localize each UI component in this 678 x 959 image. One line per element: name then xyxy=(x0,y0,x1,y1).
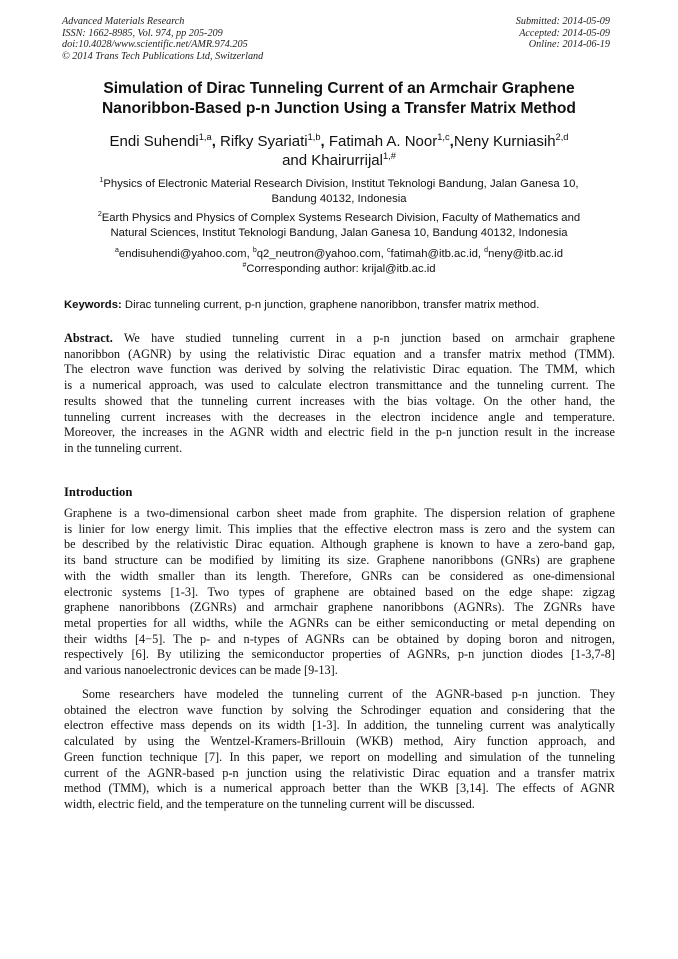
paragraph-line: is linier for low energy limit. This implies that the effective electron mass is zero and the system can xyxy=(64,521,615,536)
accepted-date: Accepted: 2014-05-09 xyxy=(519,27,610,39)
abstract-text: We have studied tunneling current in a p-n junction based on armchair graphene xyxy=(112,331,615,345)
paragraph-line: respectively [6]. By utilizing the semiconductor properties of AGNRs, p-n junction diodes [1-3,7-8] xyxy=(64,647,615,662)
author-line xyxy=(40,151,638,170)
email-link[interactable]: q2_neutron@yahoo.com, xyxy=(256,248,384,260)
author-sup: 1,a xyxy=(198,132,212,142)
email-link[interactable]: fatimah@itb.ac.id, xyxy=(390,248,482,260)
journal-copyright: © 2014 Trans Tech Publications Ltd, Switzerland xyxy=(62,50,264,62)
paragraph-line: Some researchers have modeled the tunneling current of the AGNR-based p-n junction. They xyxy=(82,687,615,701)
affiliation-1 xyxy=(50,177,628,207)
author-list xyxy=(40,132,638,170)
keywords-label: Keywords: xyxy=(64,299,122,311)
affiliation-sup: 1 xyxy=(99,177,104,185)
abstract-line xyxy=(64,331,615,347)
email-sup: # xyxy=(242,262,247,270)
paragraph-line: their widths [4−5]. The p- and n-types of AGNRs can be obtained by doping boron and nitrogen, xyxy=(64,631,615,646)
paragraph-line: graphene nanoribbons (ZGNRs) and armchair graphene nanoribbons (AGNRs). The ZGNRs have xyxy=(64,600,615,615)
corresponding-author-line xyxy=(50,262,628,277)
affiliation-2 xyxy=(50,211,628,241)
author-separator: , xyxy=(320,133,325,150)
affiliation-text: Physics of Electronic Material Research Division, Institut Teknologi Bandung, Jalan Ganesa 10, xyxy=(103,178,579,190)
journal-name: Advanced Materials Research xyxy=(62,16,185,27)
author-name: Rifky Syariati xyxy=(220,133,308,150)
corresponding-author[interactable]: Corresponding author: krijal@itb.ac.id xyxy=(246,263,436,275)
section-heading-introduction: Introduction xyxy=(64,485,133,499)
abstract-line: is a numerical approach, was used to calculate electron transmittance and the tunneling current. The xyxy=(64,378,615,393)
abstract-line: The electron wave function was derived by solving the relativistic Dirac equation. The TMM, which xyxy=(64,362,615,377)
paragraph-line: current of the AGNR-based p-n junction using the relativistic Dirac equation and a transfer matrix xyxy=(64,765,615,780)
author-name: Endi Suhendi xyxy=(109,133,199,150)
email-line xyxy=(50,247,628,262)
author-name: Neny Kurniasih xyxy=(453,133,556,150)
affiliation-line xyxy=(50,211,628,226)
affiliation-sup: 2 xyxy=(97,211,102,219)
affiliation-text: Earth Physics and Physics of Complex Systems Research Division, Faculty of Mathematics and xyxy=(101,212,581,224)
email-sup: a xyxy=(115,247,119,255)
online-date: Online: 2014-06-19 xyxy=(528,39,610,51)
abstract xyxy=(64,331,615,457)
paper-title xyxy=(40,79,638,119)
affiliation-line: Natural Sciences, Institut Teknologi Bandung, Jalan Ganesa 10, Bandung 40132, Indonesia xyxy=(110,227,568,239)
author-emails xyxy=(50,247,628,277)
email-sup: b xyxy=(252,247,257,255)
author-conjunction: and xyxy=(282,152,312,169)
paragraph-line: be described by the relativistic Dirac equation. Although graphene is known to have a zero-band gap, xyxy=(64,537,615,552)
email-sup: d xyxy=(484,247,489,255)
journal-issn: ISSN: 1662-8985, Vol. 974, pp 205-209 xyxy=(62,27,223,39)
author-sup: 2,d xyxy=(555,132,569,142)
paragraph-line: metal properties for all widths, while the AGNRs can be either semiconducting or metal depending on xyxy=(64,615,615,630)
keywords-text: Dirac tunneling current, p-n junction, graphene nanoribbon, transfer matrix method. xyxy=(121,299,540,311)
paragraph-line: method (TMM), which is a numerical approach better than the WKB [3,14]. The effects of AGNR xyxy=(64,781,615,796)
paragraph-line: width, electric field, and the temperature on the tunneling current will be discussed. xyxy=(64,796,475,811)
abstract-line: in the tunneling current. xyxy=(64,440,183,455)
title-line: Simulation of Dirac Tunneling Current of an Armchair Graphene xyxy=(103,80,575,97)
author-line xyxy=(40,132,638,151)
abstract-line: results showed that the tunneling current increases with the bias voltage. On the other hand, the xyxy=(64,393,615,408)
abstract-line: nanoribbon (AGNR) by using the relativistic Dirac equation and a transfer matrix method (TMM). xyxy=(64,346,615,361)
author-separator: , xyxy=(449,133,454,150)
journal-info xyxy=(62,16,263,62)
submitted-date: Submitted: 2014-05-09 xyxy=(515,16,610,27)
affiliation-line: Bandung 40132, Indonesia xyxy=(271,193,407,205)
affiliation-line xyxy=(50,177,628,192)
paragraph-line: electronic systems [1-3]. Two types of graphene are obtained based on the edge shape: zigzag xyxy=(64,584,615,599)
title-line: Nanoribbon-Based p-n Junction Using a Transfer Matrix Method xyxy=(102,100,576,117)
paragraph-line: calculated by using the Wentzel-Kramers-Brillouin (WKB) method, Airy function approach, and xyxy=(64,734,615,749)
author-name: Khairurrijal xyxy=(311,152,383,169)
paragraph-line: Green function technique [7]. In this paper, we report on modelling and simulation of the tunneling xyxy=(64,749,615,764)
author-sup: 1,# xyxy=(382,151,396,161)
introduction-paragraph-2 xyxy=(64,687,615,813)
author-name: Fatimah A. Noor xyxy=(328,133,438,150)
paragraph-line: electron effective mass depends on its width [1-3]. In addition, the tunneling current was analytically xyxy=(64,718,615,733)
paragraph-line: Graphene is a two-dimensional carbon sheet made from graphite. The dispersion relation of graphene xyxy=(64,506,615,520)
author-sup: 1,c xyxy=(437,132,450,142)
email-link[interactable]: endisuhendi@yahoo.com, xyxy=(118,248,250,260)
publication-dates xyxy=(516,16,610,51)
keywords xyxy=(64,298,616,312)
email-link[interactable]: neny@itb.ac.id xyxy=(488,248,563,260)
paragraph-line: and various nanoelectronic devices can be made [9-13]. xyxy=(64,663,338,678)
introduction-paragraph-1 xyxy=(64,506,615,679)
abstract-label: Abstract. xyxy=(64,331,113,345)
paragraph-line: obtained the electron wave function by solving the Schrodinger equation and considering that the xyxy=(64,702,615,717)
paragraph-line: its band structure can be modified by limiting its size. Graphene nanoribbons (GNRs) are graphene xyxy=(64,553,615,568)
paragraph-line: with the width smaller than its length. Therefore, GNRs can be considered as one-dimensional xyxy=(64,568,615,583)
abstract-line: Moreover, the increases in the AGNR width and electric field in the p-n junction result in the increase xyxy=(64,425,615,440)
author-separator: , xyxy=(211,133,216,150)
author-sup: 1,b xyxy=(307,132,321,142)
journal-doi[interactable]: doi:10.4028/www.scientific.net/AMR.974.205 xyxy=(62,39,248,51)
abstract-line: tunneling current increases with the decreases in the electron incidence angle and temperature. xyxy=(64,409,615,424)
email-sup: c xyxy=(386,247,391,255)
